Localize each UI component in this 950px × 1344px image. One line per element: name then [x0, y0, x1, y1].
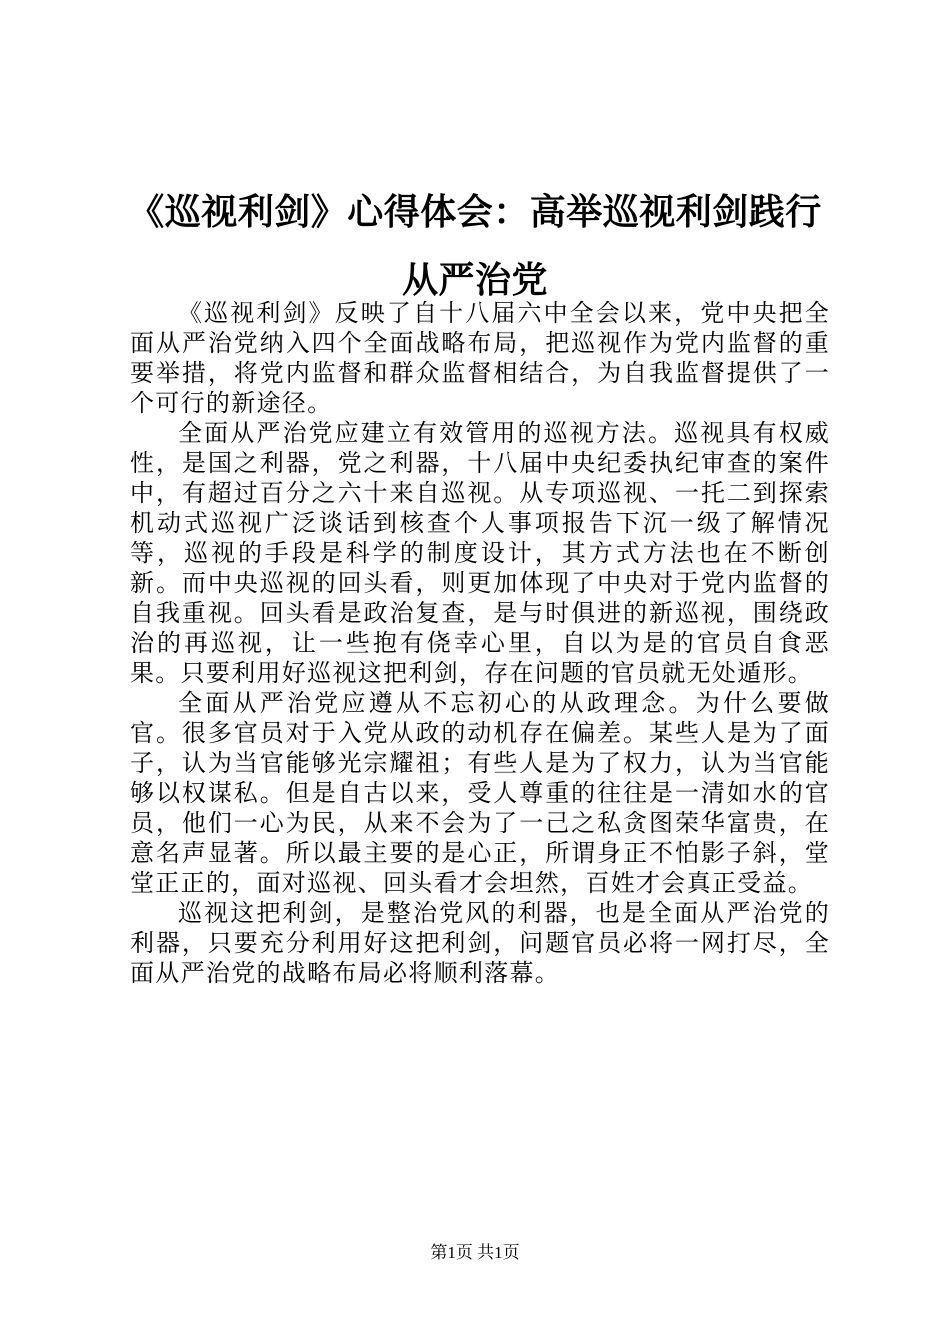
paragraph-2: 全面从严治党应建立有效管用的巡视方法。巡视具有权威性，是国之利器，党之利器，十八届中央纪委执纪审查的案件中，有超过百分之六十来自巡视。从专项巡视、一托二到探索机动式巡视广泛谈话到核查个人事项报告下沉一级了解情况等，巡视的手段是科学的制度设计，其方式方法也在不断创新。而中央巡视的回头看，则更加体现了中央对于党内监督的自我重视。回头看是政治复查，是与时俱进的新巡视，围绕政治的再巡视，让一些抱有侥幸心里，自以为是的官员自食恶果。只要利用好巡视这把利剑，存在问题的官员就无处遁形。: [130, 419, 830, 687]
paragraph-3: 全面从严治党应遵从不忘初心的从政理念。为什么要做官。很多官员对于入党从政的动机存在偏差。某些人是为了面子，认为当官能够光宗耀祖；有些人是为了权力，认为当官能够以权谋私。但是自古以来，受人尊重的往往是一清如水的官员，他们一心为民，从来不会为了一己之私贪图荣华富贵，在意名声显著。所以最主要的是心正，所谓身正不怕影子斜，堂堂正正的，面对巡视、回头看才会坦然，百姓才会真正受益。: [130, 689, 830, 897]
page-number-footer: 第1页 共1页: [430, 1243, 520, 1262]
document-body: [130, 298, 830, 988]
paragraph-4: 巡视这把利剑，是整治党风的利器，也是全面从严治党的利器，只要充分利用好这把利剑，问题官员必将一网打尽，全面从严治党的战略布局必将顺利落幕。: [130, 899, 830, 987]
document-title: 《巡视利剑》心得体会：高举巡视利剑践行从严治党: [128, 191, 822, 301]
paragraph-1: 《巡视利剑》反映了自十八届六中全会以来，党中央把全面从严治党纳入四个全面战略布局，把巡视作为党内监督的重要举措，将党内监督和群众监督相结合，为自我监督提供了一个可行的新途径。: [130, 299, 830, 417]
